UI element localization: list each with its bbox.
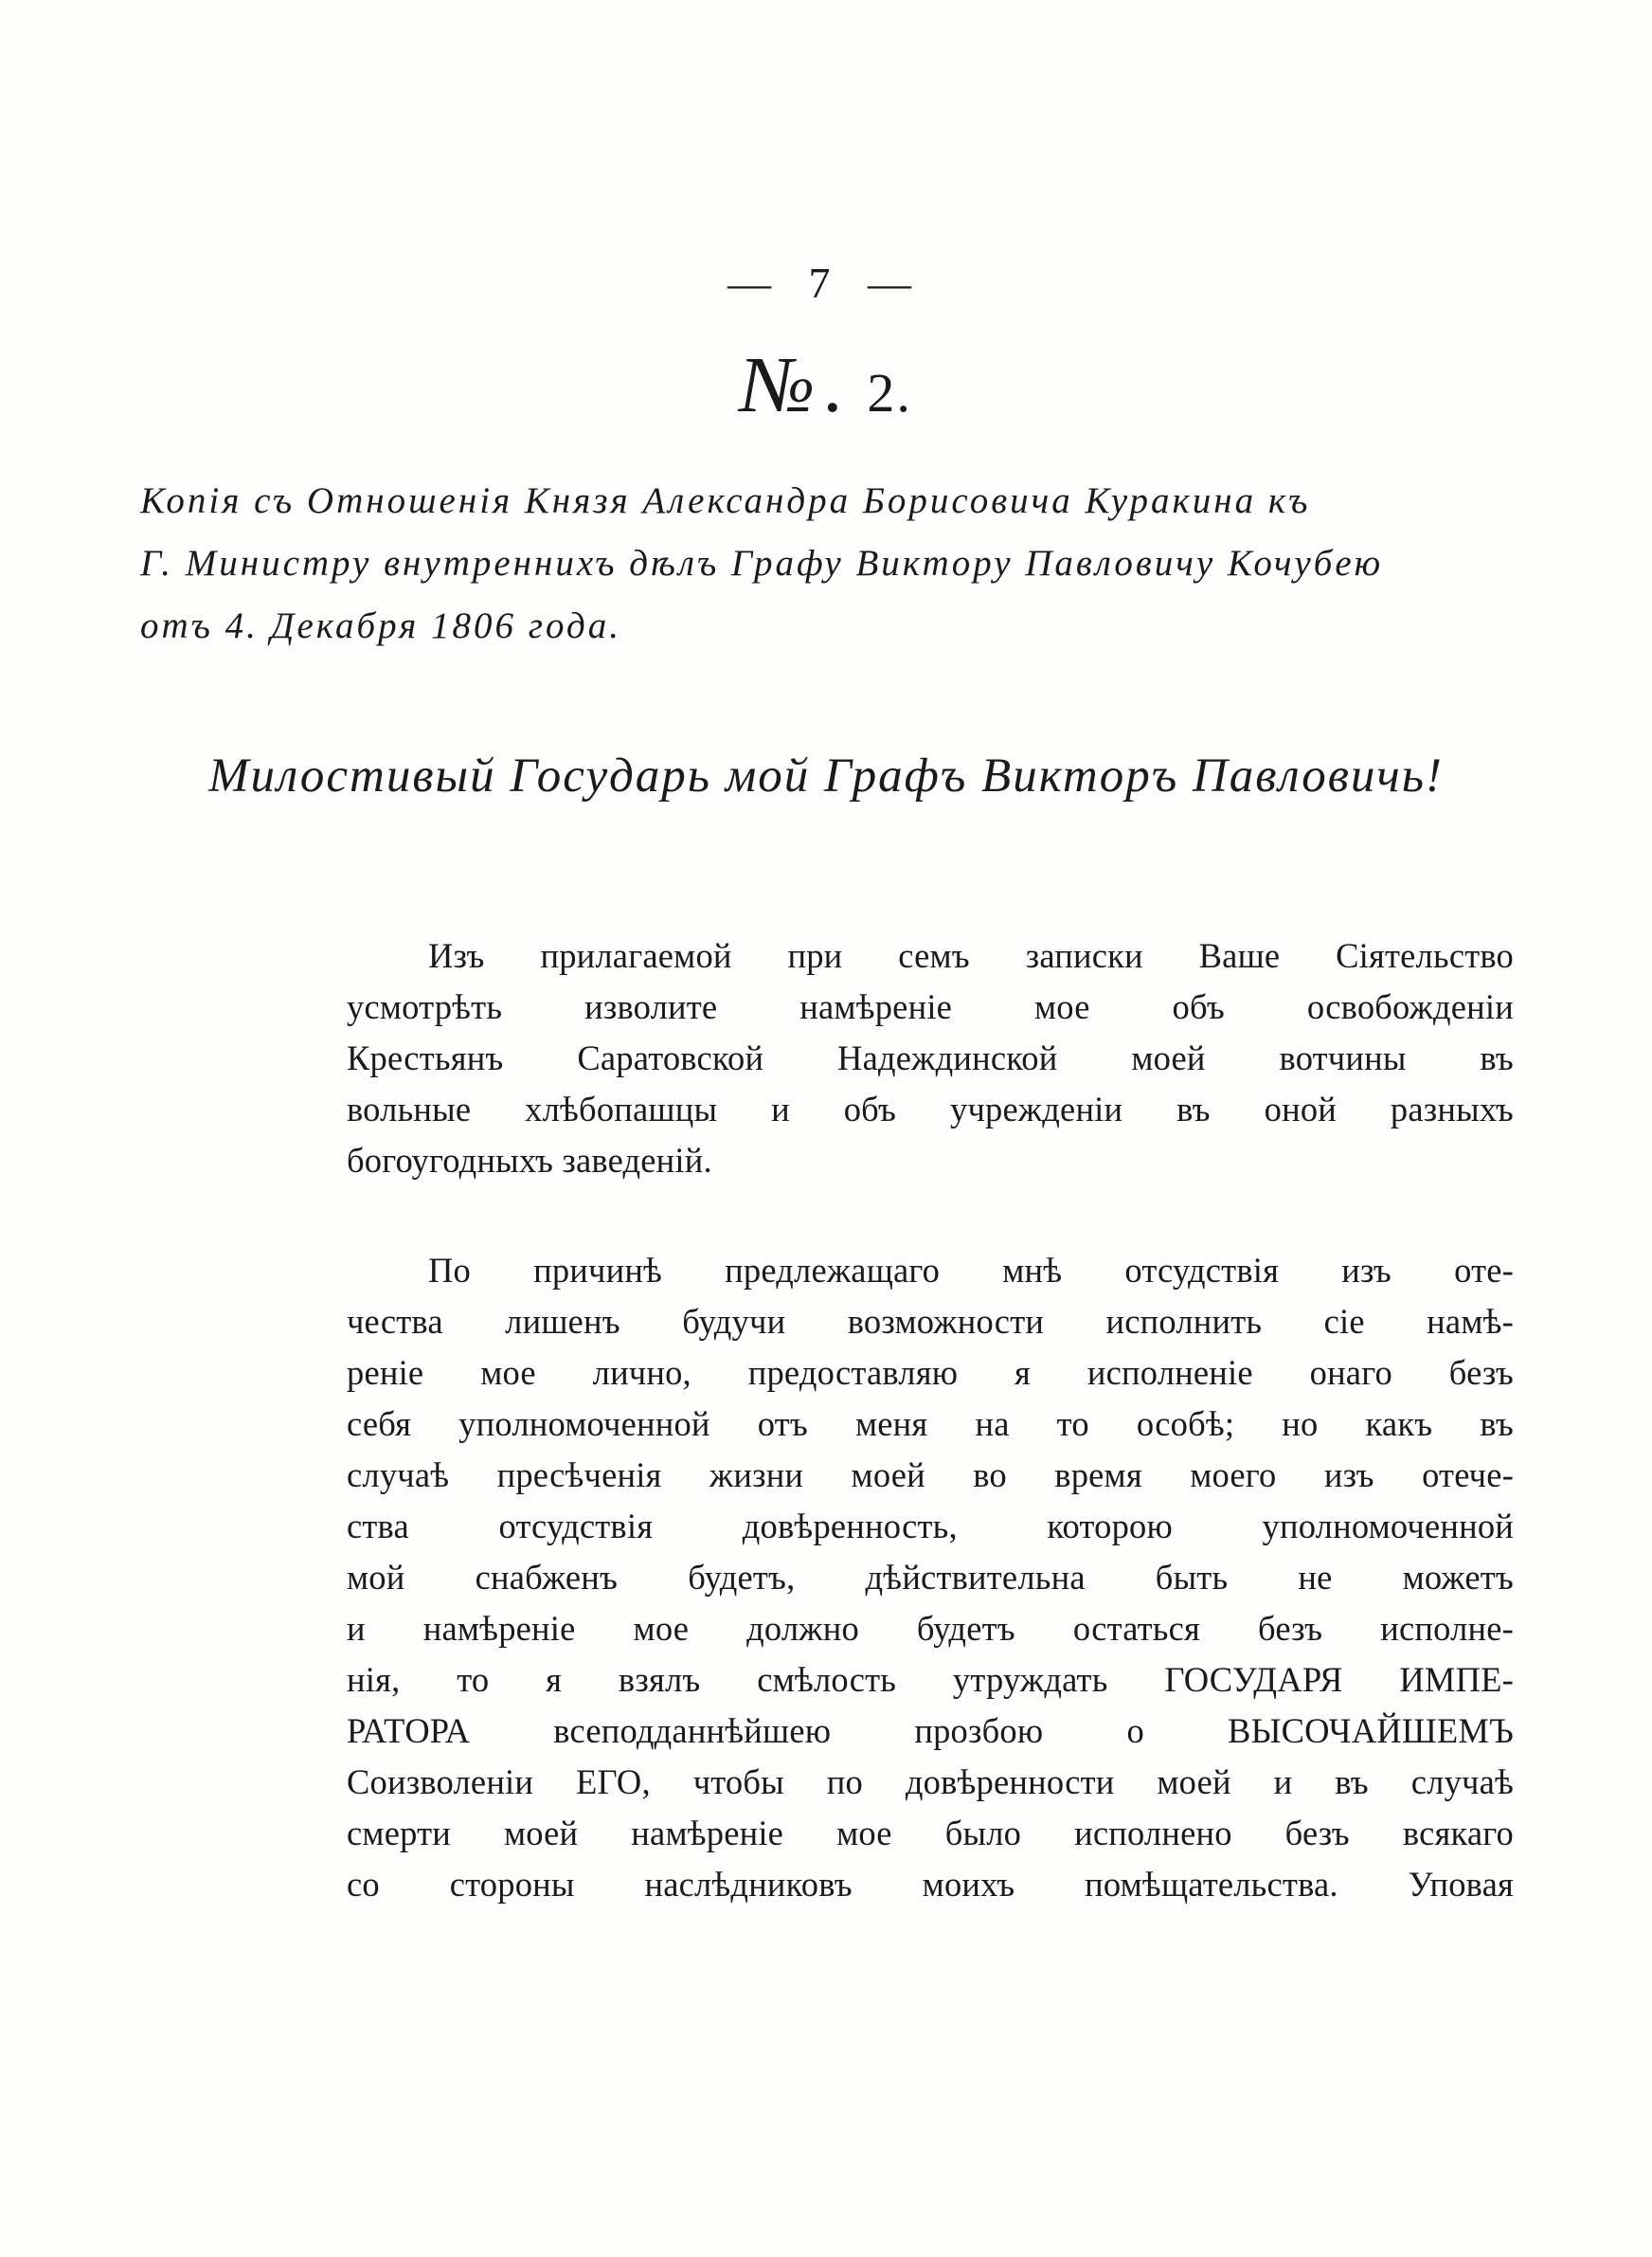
text-line: нія, то я взялъ смѣлость утруждать ГОСУДАРЯ ИМПЕ- <box>347 1660 1514 1699</box>
text-line: вольные хлѣбопашцы и объ учрежденіи въ оной разныхъ <box>347 1090 1514 1128</box>
document-heading <box>140 470 1514 658</box>
text-line: чества лишенъ будучи возможности исполнить сіе намѣ- <box>347 1302 1514 1341</box>
page-number: — 7 — <box>727 259 925 307</box>
text-line: РАТОРА всеподданнѣйшею прозбою о ВЫСОЧАЙШЕМЪ <box>347 1711 1514 1750</box>
text-line: мой снабженъ будетъ, дѣйствительна быть не можетъ <box>347 1558 1514 1597</box>
text-line: Крестьянъ Саратовской Надеждинской моей вотчины въ <box>347 1038 1514 1077</box>
number-value: 2. <box>867 362 912 424</box>
text-line: Соизволеніи ЕГО, чтобы по довѣренности моей и въ случаѣ <box>347 1762 1514 1801</box>
text-line: богоугодныхъ заведеній. <box>347 1141 712 1180</box>
text-line: себя уполномоченной отъ меня на то особѣ; но какъ въ <box>347 1404 1514 1443</box>
salutation: Милостивый Государь мой Графъ Викторъ Павловичь! <box>208 749 1444 803</box>
number-sign: №. <box>740 341 854 429</box>
text-line: ства отсудствія довѣренность, которою уполномоченной <box>347 1507 1514 1545</box>
text-line: По причинѣ предлежащаго мнѣ отсудствія изъ оте- <box>428 1251 1514 1290</box>
text-line: случаѣ пресѣченія жизни моей во время моего изъ отече- <box>347 1455 1514 1494</box>
paragraph-2 <box>347 1245 1514 1910</box>
heading-line: Копія съ Отношенія Князя Александра Борисовича Куракина къ <box>140 480 1311 521</box>
paragraph-1 <box>347 930 1514 1186</box>
heading-line: Г. Министру внутреннихъ дѣлъ Графу Виктору Павловичу Кочубею <box>140 543 1384 584</box>
text-line: реніе мое лично, предоставляю я исполненіе онаго безъ <box>347 1353 1514 1392</box>
text-line: смерти моей намѣреніе мое было исполнено безъ всякаго <box>347 1814 1514 1852</box>
text-line: со стороны наслѣдниковъ моихъ помѣщательства. Уповая <box>347 1865 1514 1904</box>
heading-line: отъ 4. Декабря 1806 года. <box>140 605 621 646</box>
document-number <box>0 339 1652 431</box>
text-line: усмотрѣть изволите намѣреніе мое объ освобожденіи <box>347 987 1514 1026</box>
text-line: и намѣреніе мое должно будетъ остаться безъ исполне- <box>347 1609 1514 1648</box>
text-line: Изъ прилагаемой при семъ записки Ваше Сіятельство <box>428 936 1514 975</box>
